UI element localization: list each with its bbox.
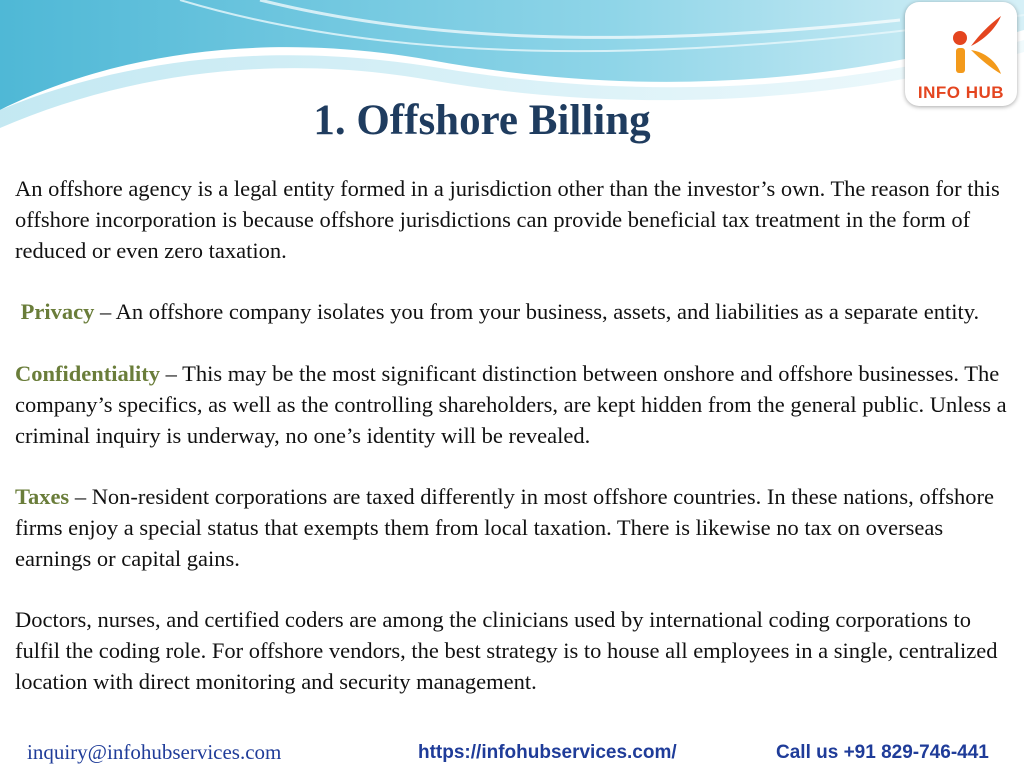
intro-paragraph: An offshore agency is a legal entity formed in a jurisdiction other than the investor’s own. The reason for this offshore incorporation is because offshore jurisdictions can provide beneficial tax treatment in the form of reduced or even zero taxation. bbox=[15, 176, 1000, 263]
footer-email-link[interactable]: inquiry@infohubservices.com bbox=[27, 740, 282, 764]
page-title: 1. Offshore Billing bbox=[313, 97, 651, 144]
point-term: Privacy bbox=[20, 299, 95, 324]
point-taxes bbox=[15, 481, 1015, 574]
logo-text: INFO HUB bbox=[917, 83, 1005, 102]
closing-paragraph: Doctors, nurses, and certified coders are among the clinicians used by international coding corporations to fulfil the coding role. For offshore vendors, the best strategy is to house all employees in a single, centralized location with direct monitoring and security management. bbox=[15, 607, 998, 694]
point-text: – This may be the most significant distinction between onshore and offshore businesses. The company’s specifics, as well as the controlling shareholders, are kept hidden from the general public. Unless a criminal inquiry is underway, no one’s identity will be revealed. bbox=[15, 361, 1007, 448]
footer-website-link[interactable]: https://infohubservices.com/ bbox=[418, 742, 677, 763]
point-term: Taxes bbox=[15, 484, 70, 509]
point-term: Confidentiality bbox=[15, 361, 161, 386]
info-hub-logo bbox=[905, 2, 1017, 106]
point-confidentiality bbox=[15, 358, 1015, 451]
footer-phone: Call us +91 829-746-441 bbox=[776, 742, 989, 763]
point-text: – An offshore company isolates you from your business, assets, and liabilities as a separate entity. bbox=[94, 299, 980, 324]
point-privacy bbox=[15, 296, 1015, 327]
point-text: – Non-resident corporations are taxed differently in most offshore countries. In these nations, offshore firms enjoy a special status that exempts them from local taxation. There is likewise no tax on overseas earnings or capital gains. bbox=[15, 484, 994, 571]
